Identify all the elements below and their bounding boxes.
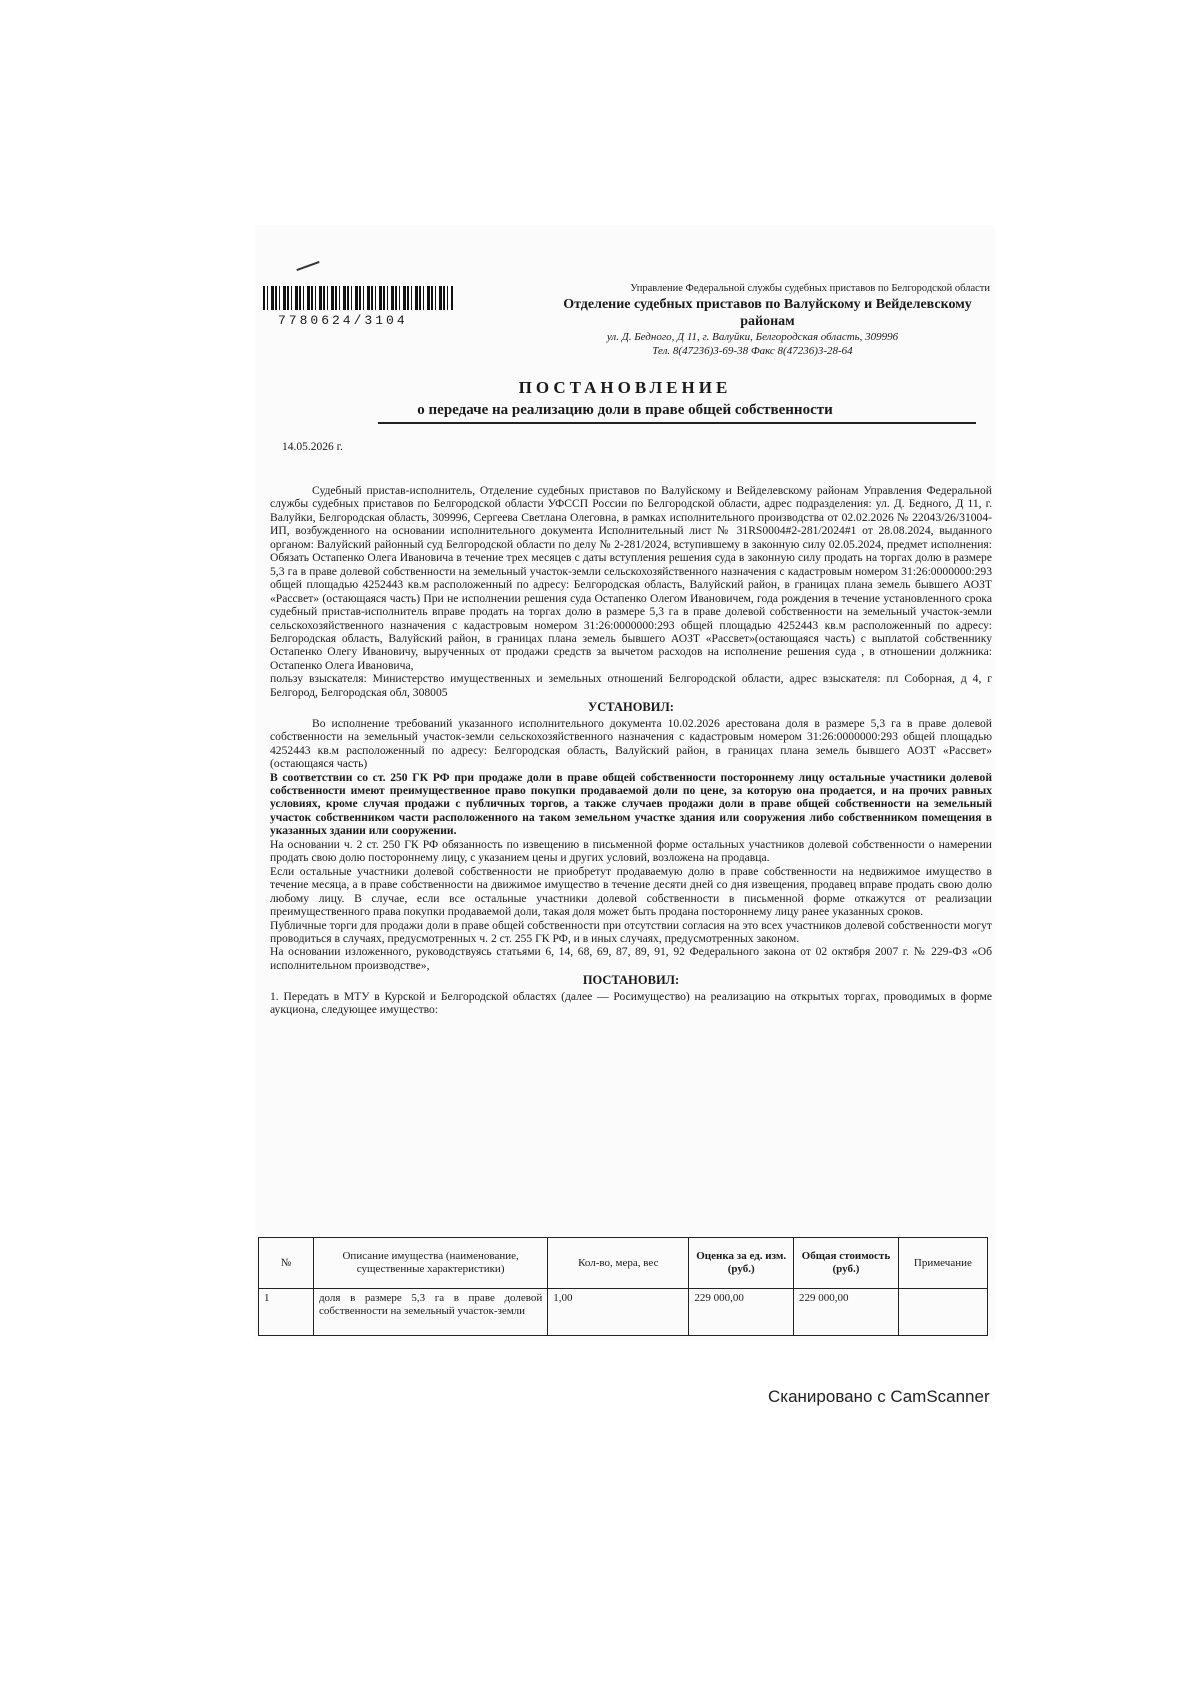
cell-number: 1: [259, 1289, 314, 1336]
department-name: Отделение судебных приставов по Валуйскому и Вейделевскому районам: [563, 297, 972, 329]
document-subtitle: о передаче на реализацию доли в праве общей собственности: [417, 402, 833, 418]
col-quantity: Кол-во, мера, вес: [548, 1238, 689, 1289]
col-description: Описание имущества (наименование, существенные характеристики): [313, 1238, 547, 1289]
paragraph-article-250: В соответствии со ст. 250 ГК РФ при продаже доли в праве общей собственности постороннему лицу остальные участники долевой собственности имеют преимущественное право покупки продаваемой доли по цене, за которую она продается, и на прочих равных условиях, кроме случая продажи с публичных торгов, а также случаев продажи доли в праве общей собственности на земельный участок собственником части расположенного на таком земельном участке здания или сооружения либо собственником помещения в указанных здании или сооружении.: [270, 770, 992, 838]
col-number: №: [259, 1238, 314, 1289]
document-date: 14.05.2026 г.: [282, 441, 343, 453]
heading-resolved: ПОСТАНОВИЛ:: [582, 973, 680, 988]
paragraph-legal-basis: На основании изложенного, руководствуясь статьями 6, 14, 68, 69, 87, 89, 91, 92 Федерального закона от 02 октября 2007 г. № 229-ФЗ «Об исполнительном производстве»,: [270, 945, 992, 972]
property-table: [258, 1237, 988, 1336]
cell-unit-price: 229 000,00: [689, 1289, 794, 1336]
department-phone: Тел. 8(47236)3-69-38 Факс 8(47236)3-28-64: [652, 345, 853, 357]
paragraph-arrest: Во исполнение требований указанного исполнительного документа 10.02.2026 арестована доля в размере 5,3 га в праве долевой собственности на земельный участок-земли сельскохозяйственного назначения с кадастровым номером 31:26:0000000:293 общей площадью 4252443 кв.м расположенный по адресу: Белгородская область, Валуйский район, в границах плана земель бывшего АОЗТ «Рассвет» (остающаяся часть): [270, 716, 992, 771]
cell-note: [898, 1289, 987, 1336]
document-body: [270, 484, 992, 1017]
table-header-row: [259, 1238, 988, 1289]
heading-established: УСТАНОВИЛ:: [588, 700, 674, 715]
paragraph-claimant: пользу взыскателя: Министерство имущественных и земельных отношений Белгородской области, адрес взыскателя: пл Соборная, д 4, г Белгород, Белгородская обл, 308005: [270, 672, 992, 699]
paragraph-notice-duty: На основании ч. 2 ст. 250 ГК РФ обязанность по извещению в письменной форме остальных участников долевой собственности о намерении продать свою долю постороннему лицу, с указанием цены и других условий, возложена на продавца.: [270, 837, 992, 865]
paragraph-transfer: 1. Передать в МТУ в Курской и Белгородской областях (далее — Росимущество) на реализацию на открытых торгах, проводимых в форме аукциона, следующее имущество:: [270, 989, 992, 1017]
barcode-image: [263, 286, 453, 310]
title-underline: [378, 422, 976, 424]
cell-quantity: 1,00: [548, 1289, 689, 1336]
paragraph-preemption: Если остальные участники долевой собственности не приобретут продаваемую долю в праве собственности на недвижимое имущество в течение месяца, а в праве собственности на движимое имущество в течение десяти дней со дня извещения, продавец вправе продать свою долю любому лицу. В случае, если все остальные участники долевой собственности в письменной форме откажутся от реализации преимущественного права покупки продаваемой доли, такая доля может быть продана постороннему лицу ранее указанных сроков.: [270, 864, 992, 919]
col-total: Общая стоимость (руб.): [794, 1238, 899, 1289]
agency-name: Управление Федеральной службы судебных приставов по Белгородской области: [630, 283, 990, 294]
cell-description: доля в размере 5,3 га в праве долевой собственности на земельный участок-земли: [313, 1289, 547, 1336]
paragraph-intro: Судебный пристав-исполнитель, Отделение судебных приставов по Валуйскому и Вейделевскому районам Управления Федеральной службы судебных приставов по Белгородской области УФССП России по Белгородской области, адрес подразделения: ул. Д. Бедного, Д 11, г. Валуйки, Белгородская область, 309996, Сергеева Светлана Олеговна, в рамках исполнительного производства от 02.02.2026 № 22043/26/31004-ИП, возбужденного на основании исполнительного документа Исполнительный лист № 31RS0004#2-281/2024#1 от 28.08.2024, выданного органом: Валуйский районный суд Белгородской области по делу № 2-281/2024, вступившему в законную силу 02.05.2024, предмет исполнения: Обязать Остапенко Олега Ивановича в течение трех месяцев с даты вступления решения суда в законную силу продать на торгах долю в размере 5,3 га в праве долевой собственности на земельный участок-земли сельскохозяйственного назначения с кадастровым номером 31:26:0000000:293 общей площадью 4252443 кв.м расположенный по адресу: Белгородская область, Валуйский район, в границах плана земель бывшего АОЗТ «Рассвет» (остающаяся часть) При не исполнении решения суда Остапенко Олегом Ивановичем, года рождения в течение установленного срока судебный пристав-исполнитель вправе продать на торгах долю в размере 5,3 га в праве долевой собственности на земельный участок-земли сельскохозяйственного назначения с кадастровым номером 31:26:0000000:293 общей площадью 4252443 кв.м расположенный по адресу: Белгородская область, Валуйский район, в границах плана земель бывшего АОЗТ «Рассвет»(остающаяся часть) с выплатой собственнику Остапенко Олегу Ивановичу, вырученных от продажи средств за вычетом расходов на исполнение решения суда , в отношении должника: Остапенко Олега Ивановича,: [270, 484, 992, 672]
paragraph-public-auction: Публичные торги для продажи доли в праве общей собственности при отсутствии согласия на это всех участников долевой собственности могут проводиться в случаях, предусмотренных ч. 2 ст. 255 ГК РФ, и в иных случаях, предусмотренных законом.: [270, 918, 992, 945]
col-unit-price: Оценка за ед. изм. (руб.): [689, 1238, 794, 1289]
barcode-number: 7780624/3104: [278, 313, 408, 328]
col-note: Примечание: [898, 1238, 987, 1289]
table-row: [259, 1289, 988, 1336]
cell-total: 229 000,00: [794, 1289, 899, 1336]
document-title: ПОСТАНОВЛЕНИЕ: [518, 378, 732, 397]
scanner-watermark: Сканировано с CamScanner: [768, 1387, 990, 1406]
department-address: ул. Д. Бедного, Д 11, г. Валуйки, Белгородская область, 309996: [606, 331, 899, 343]
